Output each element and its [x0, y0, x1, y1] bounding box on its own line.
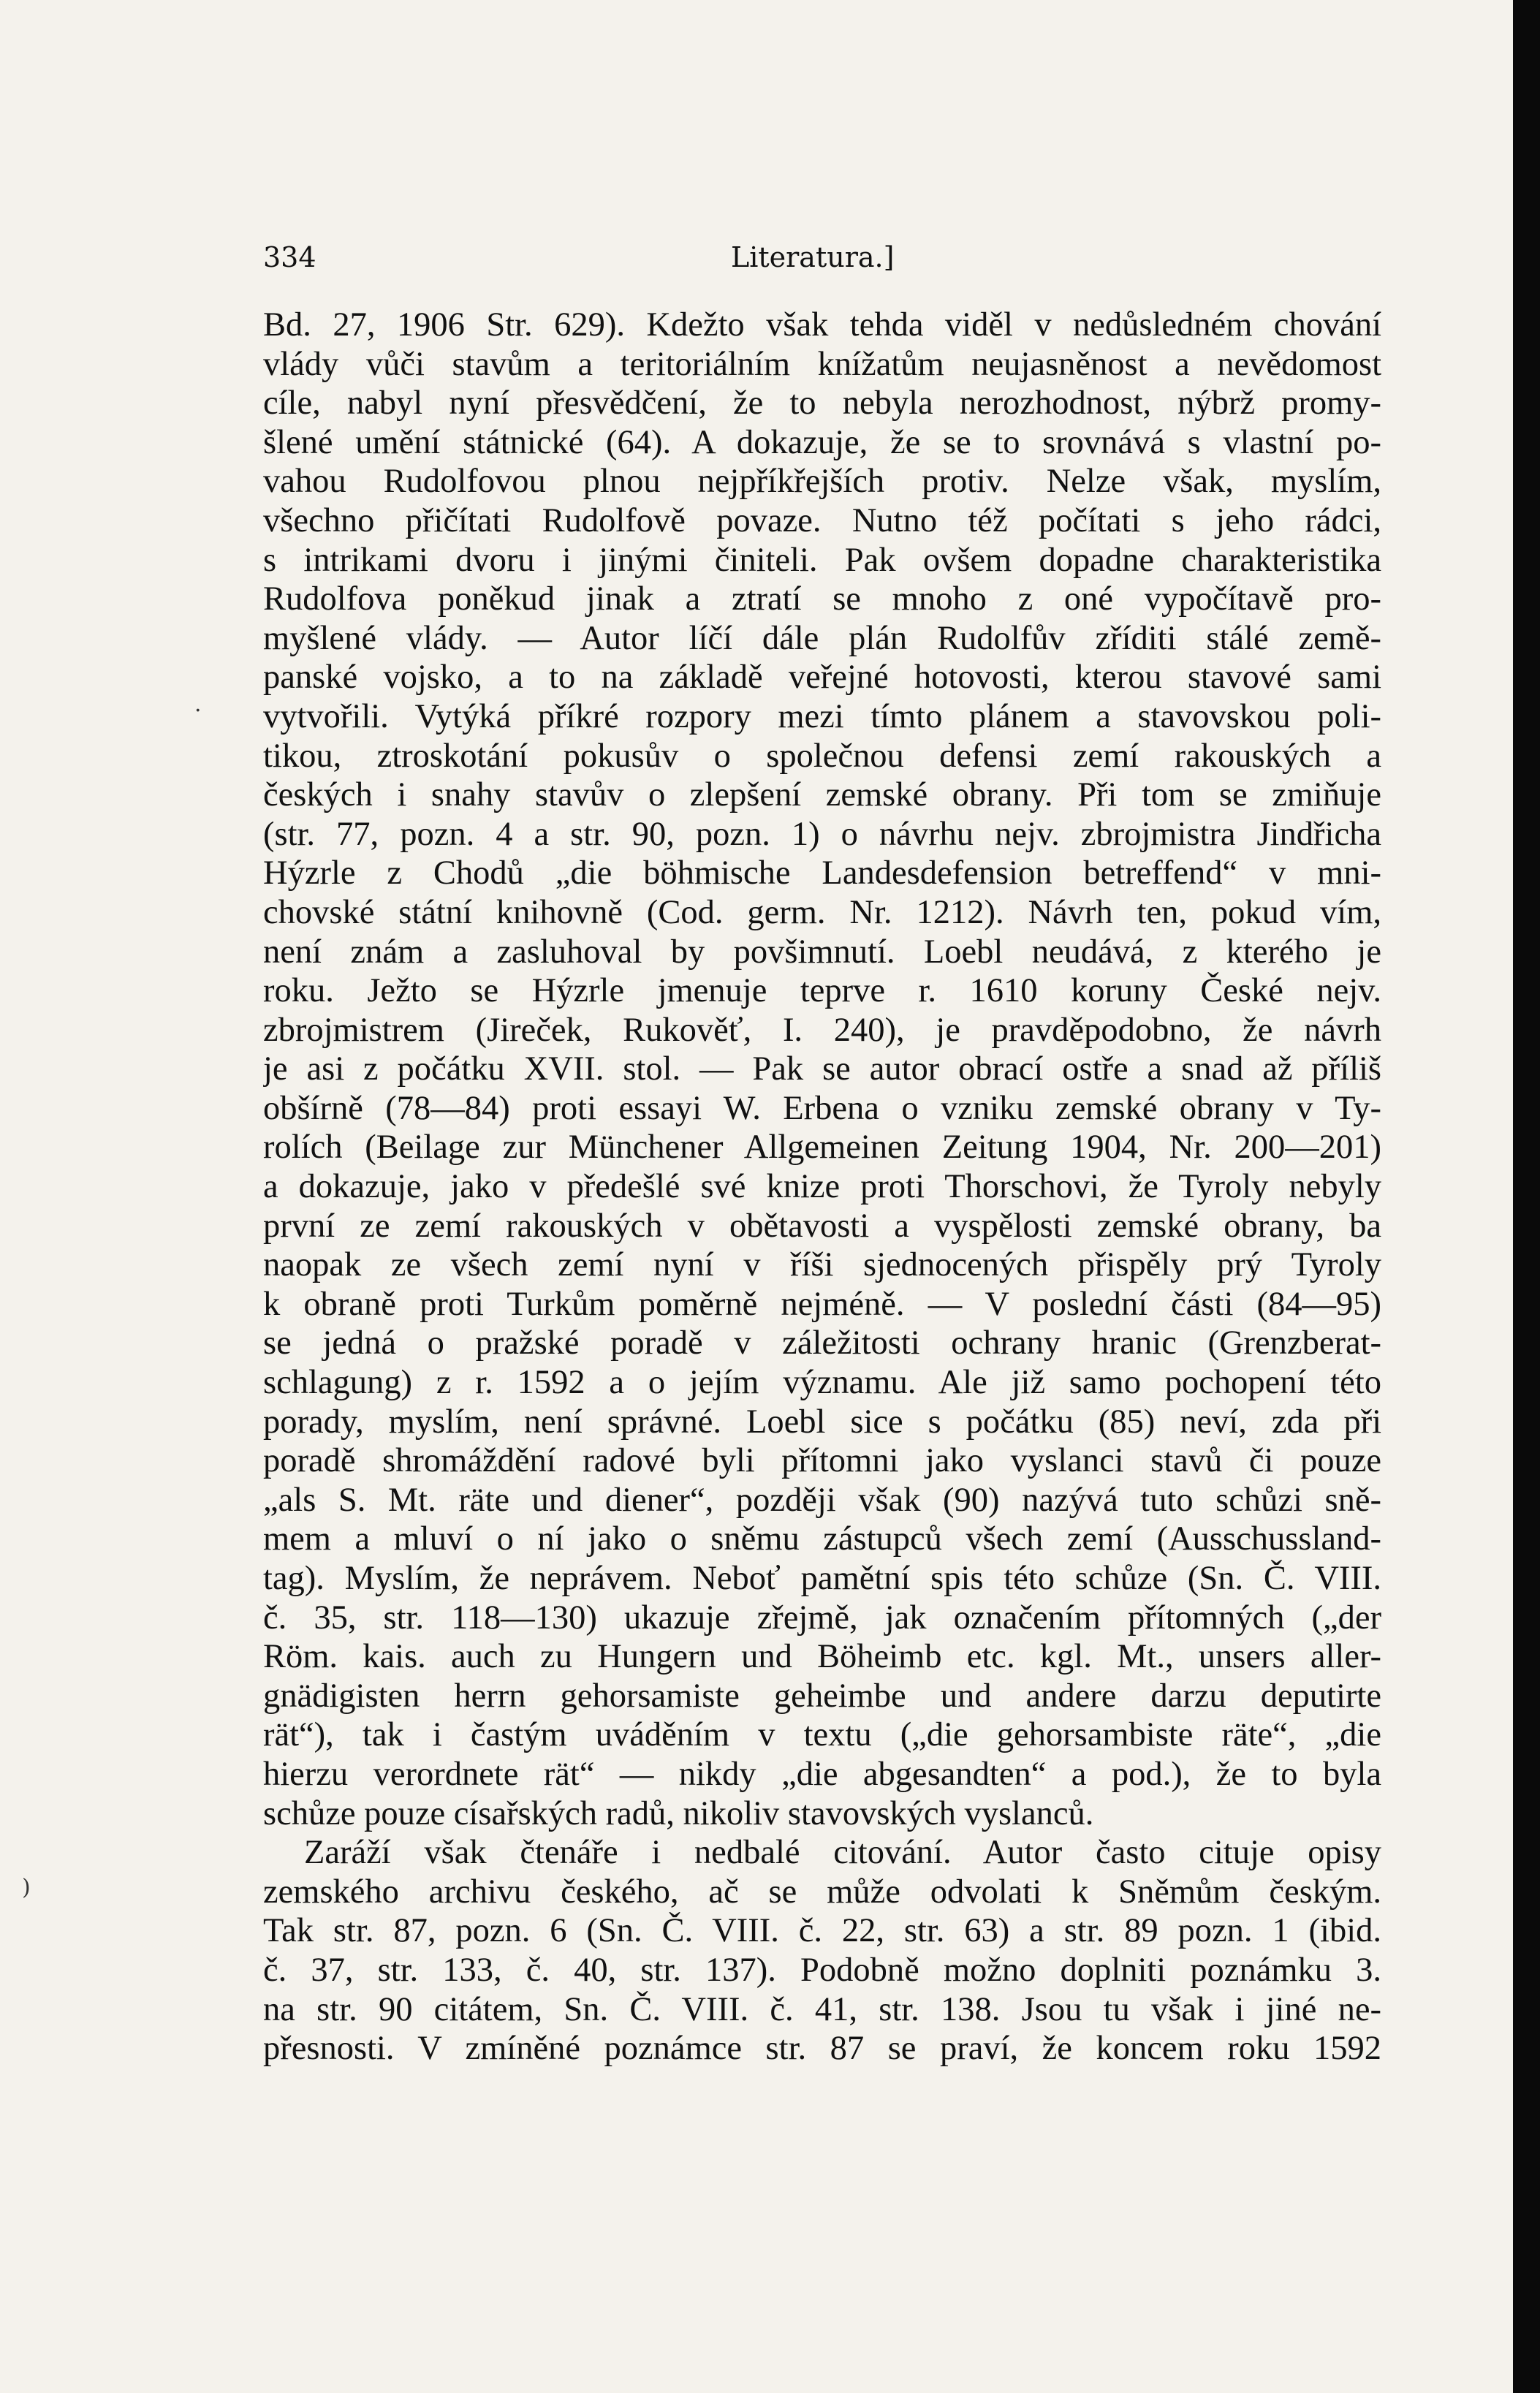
- running-head: Literatura.]: [731, 241, 895, 273]
- text-line: šlené umění státnické (64). A dokazuje, že se to srovnává s vlastní po-: [263, 423, 1381, 461]
- text-line: cíle, nabyl nyní přesvědčení, že to nebyla nerozhodnost, nýbrž promy-: [263, 384, 1381, 422]
- text-line: Hýzrle z Chodů „die böhmische Landesdefension betreffend“ v mni-: [263, 854, 1381, 892]
- text-line: vlády vůči stavům a teritoriálním knížatům neujasněnost a nevědomost: [263, 345, 1381, 383]
- text-line: Tak str. 87, pozn. 6 (Sn. Č. VIII. č. 22, str. 63) a str. 89 pozn. 1 (ibid.: [263, 1912, 1381, 1950]
- text-line: a dokazuje, jako v předešlé své knize proti Thorschovi, že Tyroly nebyly: [263, 1168, 1381, 1206]
- text-line: je asi z počátku XVII. stol. — Pak se autor obrací ostře a snad až příliš: [263, 1050, 1381, 1088]
- text-line: tag). Myslím, že neprávem. Neboť pamětní spis této schůze (Sn. Č. VIII.: [263, 1560, 1381, 1597]
- text-line: porady, myslím, není správné. Loebl sice s počátku (85) neví, zda při: [263, 1403, 1381, 1441]
- text-line: tikou, ztroskotání pokusův o společnou defensi zemí rakouských a: [263, 737, 1381, 775]
- text-line: se jedná o pražské poradě v záležitosti ochrany hranic (Grenzberat-: [263, 1324, 1381, 1362]
- text-line: myšlené vlády. — Autor líčí dále plán Rudolfův zříditi stálé země-: [263, 619, 1381, 657]
- text-line: chovské státní knihovně (Cod. germ. Nr. 1212). Návrh ten, pokud vím,: [263, 893, 1381, 931]
- text-line: gnädigisten herrn gehorsamiste geheimbe und andere darzu deputirte: [263, 1677, 1381, 1715]
- text-line: zbrojmistrem (Jireček, Rukověť, I. 240), je pravděpodobno, že návrh: [263, 1011, 1381, 1049]
- text-line: rät“), tak i častým uváděním v textu („die gehorsambiste räte“, „die: [263, 1716, 1381, 1754]
- text-line: s intrikami dvoru i jinými činiteli. Pak ovšem dopadne charakteristika: [263, 541, 1381, 579]
- text-line: všechno přičítati Rudolfově povaze. Nutno též počítati s jeho rádci,: [263, 501, 1381, 539]
- text-line: zemského archivu českého, ač se může odvolati k Sněmům českým.: [263, 1873, 1381, 1911]
- text-line: schlagung) z r. 1592 a o jejím významu. Ale již samo pochopení této: [263, 1364, 1381, 1402]
- paragraph-2: [263, 1833, 1381, 2068]
- text-line: Bd. 27, 1906 Str. 629). Kdežto však tehda viděl v nedůsledném chování: [263, 306, 1381, 344]
- text-line: rolích (Beilage zur Münchener Allgemeinen Zeitung 1904, Nr. 200—201): [263, 1129, 1381, 1167]
- text-line: hierzu verordnete rät“ — nikdy „die abgesandten“ a pod.), že to byla: [263, 1755, 1381, 1793]
- text-line: přesnosti. V zmíněné poznámce str. 87 se praví, že koncem roku 1592: [263, 2030, 1381, 2068]
- text-line: první ze zemí rakouských v obětavosti a vyspělosti zemské obrany, ba: [263, 1207, 1381, 1245]
- text-line: naopak ze všech zemí nyní v říši sjednocených přispěly prý Tyroly: [263, 1246, 1381, 1284]
- text-line: vytvořili. Vytýká příkré rozpory mezi tímto plánem a stavovskou poli-: [263, 697, 1381, 735]
- margin-bracket: ): [22, 1875, 31, 1900]
- text-line: „als S. Mt. räte und diener“, později však (90) nazývá tuto schůzi sně-: [263, 1481, 1381, 1519]
- text-line: (str. 77, pozn. 4 a str. 90, pozn. 1) o návrhu nejv. zbrojmistra Jindřicha: [263, 815, 1381, 853]
- text-line: schůze pouze císařských radů, nikoliv stavovských vyslanců.: [263, 1794, 1094, 1832]
- scan-edge: [1513, 0, 1540, 2393]
- text-line: mem a mluví o ní jako o sněmu zástupců všech zemí (Ausschussland-: [263, 1520, 1381, 1558]
- page-header: [263, 241, 1381, 278]
- text-line: č. 37, str. 133, č. 40, str. 137). Podobně možno doplniti poznámku 3.: [263, 1951, 1381, 1989]
- body-text: [263, 306, 1381, 2068]
- text-line: Zaráží však čtenáře i nedbalé citování. Autor často cituje opisy: [304, 1834, 1381, 1872]
- text-line: panské vojsko, a to na základě veřejné hotovosti, kterou stavové sami: [263, 659, 1381, 697]
- text-line: Röm. kais. auch zu Hungern und Böheimb etc. kgl. Mt., unsers aller-: [263, 1638, 1381, 1676]
- text-line: č. 35, str. 118—130) ukazuje zřejmě, jak označením přítomných („der: [263, 1599, 1381, 1637]
- text-line: není znám a zasluhoval by povšimnutí. Loebl neudává, z kterého je: [263, 933, 1381, 971]
- margin-dot: ·: [194, 698, 202, 724]
- text-line: Rudolfova poněkud jinak a ztratí se mnoho z oné vypočítavě pro-: [263, 580, 1381, 618]
- text-line: českých i snahy stavův o zlepšení zemské obrany. Při tom se zmiňuje: [263, 776, 1381, 814]
- text-line: obšírně (78—84) proti essayi W. Erbena o vzniku zemské obrany v Ty-: [263, 1089, 1381, 1127]
- paragraph-1: [263, 306, 1381, 1833]
- text-line: poradě shromáždění radové byli přítomni jako vyslanci stavů či pouze: [263, 1442, 1381, 1480]
- text-line: k obraně proti Turkům poměrně nejméně. — V poslední části (84—95): [263, 1285, 1381, 1323]
- page-number: 334: [263, 241, 316, 273]
- text-line: roku. Ježto se Hýzrle jmenuje teprve r. 1610 koruny České nejv.: [263, 972, 1381, 1010]
- text-line: vahou Rudolfovou plnou nejpříkřejších protiv. Nelze však, myslím,: [263, 463, 1381, 501]
- text-line: na str. 90 citátem, Sn. Č. VIII. č. 41, str. 138. Jsou tu však i jiné ne-: [263, 1990, 1381, 2028]
